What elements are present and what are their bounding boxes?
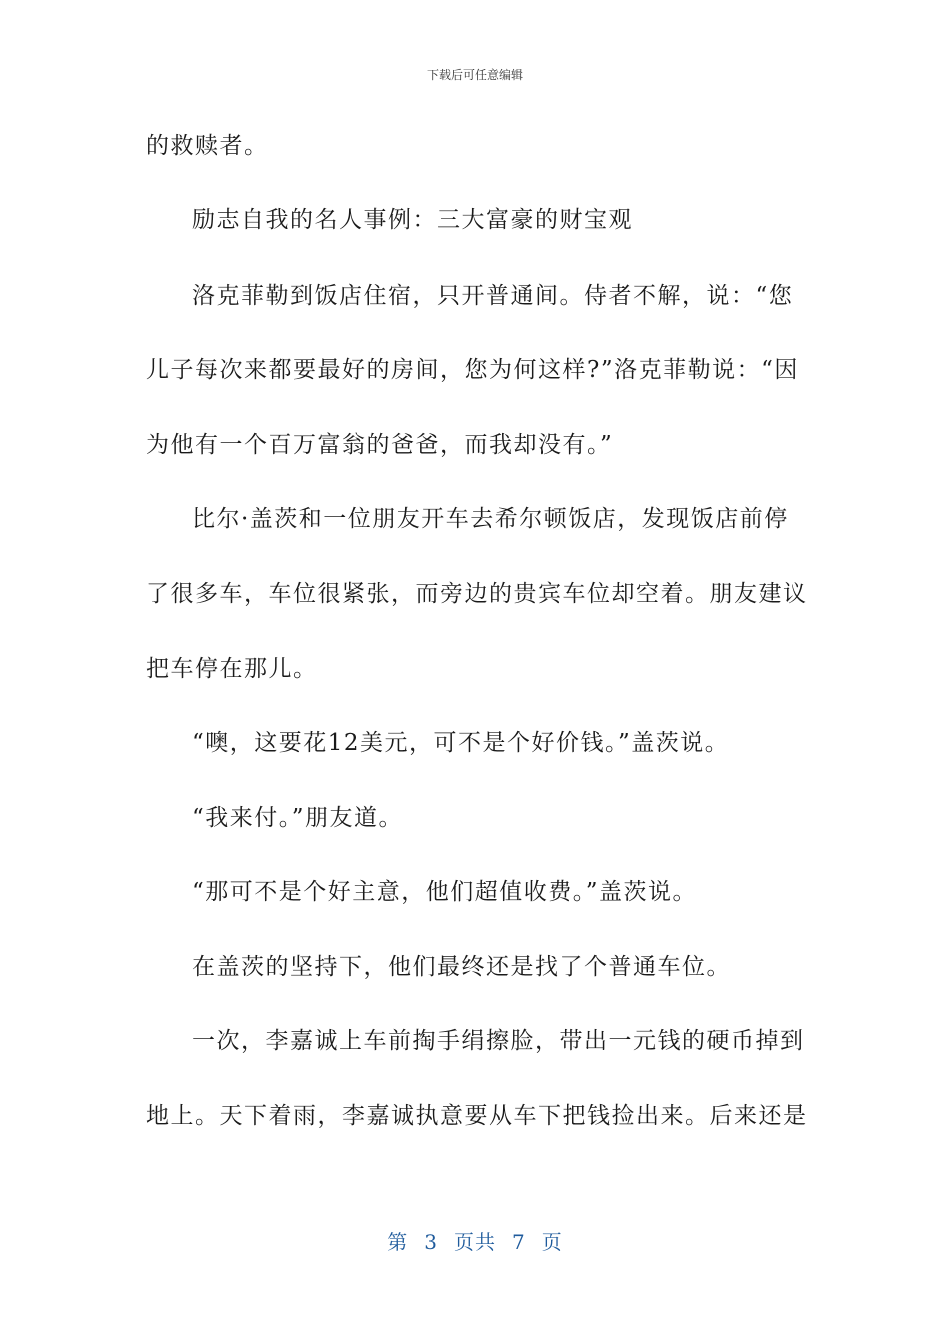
text-line: 在盖茨的坚持下，他们最终还是找了个普通车位。 xyxy=(192,954,731,980)
page-total: 7 xyxy=(512,1230,526,1254)
text-line: “噢，这要花12美元，可不是个好价钱。”盖茨说。 xyxy=(192,730,730,756)
text-line: “我来付。”朋友道。 xyxy=(192,805,404,831)
text-line: 的救赎者。 xyxy=(146,133,269,159)
text-line: 把车停在那儿。 xyxy=(146,656,318,682)
text-line: 地上。天下着雨，李嘉诚执意要从车下把钱捡出来。后来还是 xyxy=(146,1103,808,1129)
page-footer xyxy=(0,1226,950,1255)
text-line: 了很多车，车位很紧张，而旁边的贵宾车位却空着。朋友建议 xyxy=(146,581,808,607)
page-header: 下载后可任意编辑 xyxy=(426,68,523,82)
page-prefix: 第 xyxy=(387,1230,409,1254)
text-line: 比尔·盖茨和一位朋友开车去希尔顿饭店，发现饭店前停 xyxy=(192,506,789,532)
page-suffix: 页 xyxy=(541,1230,563,1254)
page-current: 3 xyxy=(424,1230,438,1254)
text-line: 洛克菲勒到饭店住宿，只开普通间。侍者不解，说：“您 xyxy=(192,283,794,309)
text-line: 一次，李嘉诚上车前掏手绢擦脸，带出一元钱的硬币掉到 xyxy=(192,1028,805,1054)
text-line: 为他有一个百万富翁的爸爸，而我却没有。” xyxy=(146,432,614,458)
page-mid: 页共 xyxy=(454,1230,496,1254)
text-line: “那可不是个好主意，他们超值收费。”盖茨说。 xyxy=(192,879,698,905)
text-line: 儿子每次来都要最好的房间，您为何这样?”洛克菲勒说：“因 xyxy=(146,357,799,383)
section-heading: 励志自我的名人事例：三大富豪的财宝观 xyxy=(192,207,633,233)
